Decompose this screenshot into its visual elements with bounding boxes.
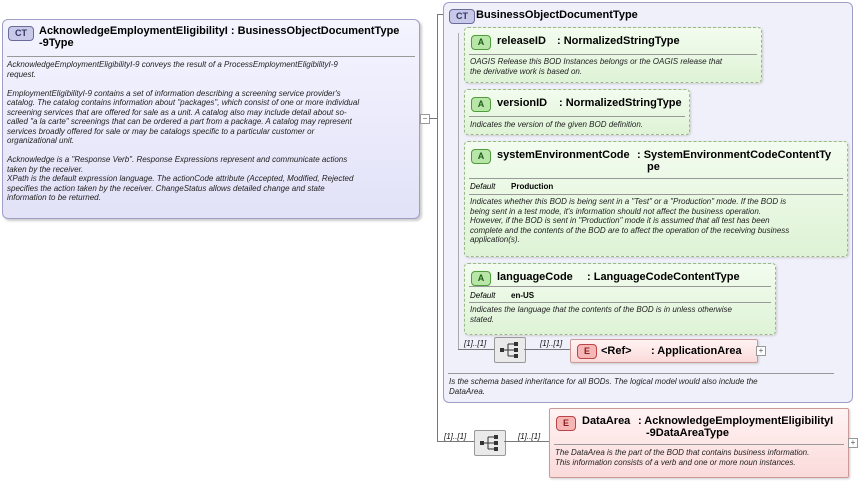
attribute-description: OAGIS Release this BOD Instances belongs or the OAGIS release that the derivative work is based on. xyxy=(470,57,723,76)
base-type-title: BusinessObjectDocumentType xyxy=(476,9,638,21)
attribute-badge: A xyxy=(471,35,491,50)
attribute-name: versionID xyxy=(497,97,548,109)
attribute-badge: A xyxy=(471,149,491,164)
attribute-type: : NormalizedStringType xyxy=(559,97,682,109)
default-label: Default xyxy=(470,291,496,300)
attribute-description: Indicates the language that the contents of the BOD is in unless otherwise stated. xyxy=(470,305,732,324)
plus-icon[interactable]: + xyxy=(756,346,766,356)
attribute-name: systemEnvironmentCode xyxy=(497,149,630,161)
divider xyxy=(469,116,685,117)
element-description: The DataArea is the part of the BOD that contains business information. This information consists of a verb and one or more noun instances. xyxy=(555,448,810,467)
connector xyxy=(437,441,474,442)
connector xyxy=(429,118,437,119)
base-type-description: Is the schema based inheritance for all BODs. The logical model would also include the DataArea. xyxy=(449,377,758,396)
main-type-description: AcknowledgeEmploymentEligibilityI-9 conveys the result of a ProcessEmploymentEligibilityI-9 request. EmploymentEligibilityI-9 contains a set of information describing a screening service provider's catalog. The catalog contains information about "packages", which consist of one or more individual screening services that are offered for sale as a unit. A catalog also may include detail about so- called "a la carte" screenings that can be ordered a part from a package. A catalog may represent services broadly offered for sale or may be catalogs specific to a particular customer or organizational unit. Acknowledge is a "Response Verb". Response Expressions represent and communicate actions taken by the receiver. XPath is the default expression language. The actionCode attribute (Accepted, Modified, Rejected specifies the action taken by the receiver. ChangeStatus allows detailed change and state information to be returned. xyxy=(7,60,360,202)
attribute-description: Indicates the version of the given BOD definition. xyxy=(470,120,643,129)
complex-type-badge: CT xyxy=(449,9,475,24)
main-type-title-line1: AcknowledgeEmploymentEligibilityI : BusinessObjectDocumentType xyxy=(39,25,400,37)
attribute-name: releaseID xyxy=(497,35,546,47)
attribute-type-line2: pe xyxy=(647,161,660,173)
attribute-badge: A xyxy=(471,271,491,286)
element-type-line2: -9DataAreaType xyxy=(646,427,729,439)
multiplicity-label: [1]..[1] xyxy=(464,339,487,348)
main-type-title xyxy=(39,25,415,49)
plus-icon[interactable]: + xyxy=(848,438,858,448)
sequence-compositor-icon[interactable] xyxy=(474,430,506,456)
divider xyxy=(469,302,771,303)
multiplicity-label: [1]..[1] xyxy=(518,432,541,441)
element-ref: <Ref> xyxy=(601,345,632,357)
default-value: Production xyxy=(511,182,554,191)
element-badge: E xyxy=(556,416,576,431)
element-badge: E xyxy=(577,344,597,359)
base-complex-type-box xyxy=(443,2,853,403)
connector xyxy=(458,33,459,349)
divider xyxy=(469,54,757,55)
attribute-versionID[interactable] xyxy=(464,89,690,135)
element-type: : ApplicationArea xyxy=(651,345,742,357)
divider xyxy=(448,373,834,374)
attribute-badge: A xyxy=(471,97,491,112)
attribute-releaseID[interactable] xyxy=(464,27,762,83)
main-complex-type-box xyxy=(2,19,420,219)
attribute-languageCode[interactable] xyxy=(464,263,776,335)
multiplicity-label: [1]..[1] xyxy=(540,339,563,348)
element-application-area[interactable] xyxy=(570,339,758,363)
divider xyxy=(469,286,771,287)
attribute-type: : NormalizedStringType xyxy=(557,35,680,47)
element-name: DataArea xyxy=(582,415,631,427)
divider xyxy=(469,178,843,179)
divider xyxy=(469,194,843,195)
complex-type-badge: CT xyxy=(8,26,34,41)
attribute-type: : LanguageCodeContentType xyxy=(587,271,740,283)
main-type-title-line2: -9Type xyxy=(39,37,74,49)
default-label: Default xyxy=(470,182,496,191)
attribute-type-line1: : SystemEnvironmentCodeContentTy xyxy=(637,149,832,161)
element-type-line1: : AcknowledgeEmploymentEligibilityI xyxy=(638,415,834,427)
attribute-type xyxy=(637,149,843,173)
connector xyxy=(437,14,438,442)
multiplicity-label: [1]..[1] xyxy=(444,432,467,441)
connector xyxy=(504,441,549,442)
divider xyxy=(7,56,415,57)
attribute-name: languageCode xyxy=(497,271,573,283)
connector xyxy=(524,349,570,350)
default-value: en-US xyxy=(511,291,535,300)
divider xyxy=(554,444,844,445)
connector xyxy=(458,349,494,350)
element-type xyxy=(638,415,844,439)
attribute-systemEnvironmentCode[interactable] xyxy=(464,141,848,257)
minus-icon[interactable]: − xyxy=(420,114,430,124)
sequence-compositor-icon[interactable] xyxy=(494,337,526,363)
attribute-description: Indicates whether this BOD is being sent in a "Test" or a "Production" mode. If the BOD is being sent in a test mode, it's information should not affect the business operation. However, if the BOD is sent in "Production" mode it is assumed that all test has been complete and the contents of the BOD are to affect the operation of the receiving business application(s). xyxy=(470,197,790,244)
element-data-area[interactable] xyxy=(549,408,849,478)
